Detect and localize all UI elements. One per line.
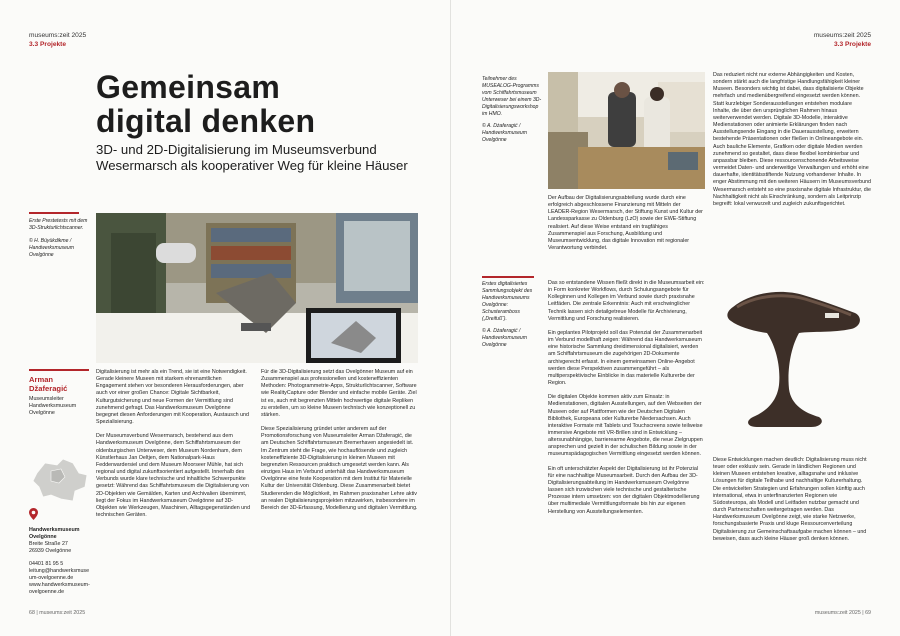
paragraph: Der Aufbau der Digitalisierungsabteilung wurde durch eine erfolgreich abgeschlossene Finanzierung mit Mitteln der LEADER-Region Wesermarsch, der Stiftung Kunst und Kultur der Landessparkasse zu Oldenburg (LzO) sowie der EWE-Stiftung realisiert. Auf diese Weise entstand ein tragfähiges Zusammenspiel aus Forschung, Ausbildung und Museumsentwicklung, das digitale Innovation mit regionaler Verantwortung verbindet. [548, 195, 703, 252]
contact-phone: 04401 81 95 5 [29, 560, 64, 567]
photo-schusteramboss [713, 277, 871, 445]
caption-rule [29, 212, 79, 214]
contact-city: 26939 Ovelgönne [29, 548, 72, 555]
article-subtitle: 3D- und 2D-Digitalisierung im Museumsverbund Wesermarsch als kooperativer Weg für kleine Häuser [96, 142, 408, 173]
section-label: 3.3 Projekte [29, 41, 67, 48]
region-map [29, 455, 91, 505]
caption-credit: © A. Dżaferagić / Handwerksmuseum Ovelgönne [482, 123, 528, 144]
article-title [96, 70, 436, 138]
paragraph: Digitalisierung ist mehr als ein Trend, sie ist eine Notwendigkeit. Gerade kleinere Museen mit starkem ehrenamtlichen Engagement stehen vor besonderen Herausforderungen, aber auch vor einer großen Chance: Digitale Sichtbarkeit, Kulturgutsicherung und neue Formen der Vermittlung sind zunehmend gefragt. Das Handwerksmuseum Ovelgönne begegnet diesen Anforderungen mit Kooperation, Austausch und Spezialisierung. [96, 369, 250, 426]
right-column-1a [548, 195, 705, 259]
photo-workshop [548, 72, 705, 189]
caption-rule [482, 276, 534, 278]
author-role: Museumsleiter Handwerksmuseum Ovelgönne [29, 396, 77, 417]
right-column-1b [548, 280, 705, 523]
contact-museum: Handwerksmuseum Ovelgönne [29, 527, 80, 541]
section-label: 3.3 Projekte [833, 41, 871, 48]
title-line-2: digital denken [96, 103, 316, 139]
author-first-name: Arman [29, 375, 54, 384]
location-pin-icon [29, 508, 38, 520]
left-column-1 [96, 369, 252, 526]
title-line-1: Gemeinsam [96, 69, 281, 105]
magazine-name: museums:zeit 2025 [29, 32, 87, 39]
author-block [29, 375, 91, 417]
caption-text: Teilnehmer des MUSEALOG-Programms vom Schiffahrtsmuseum Unterweser bei einem 3D-Digitalisierungsworkshop im HMO. [482, 76, 542, 117]
paragraph: Das so entstandene Wissen fließt direkt in die Museumsarbeit ein: in Form konkreter Workflows, durch Schulungsangebote für Kolleginnen und Kollegen im Verbund sowie durch praxisnahe Leitfäden. Die zentrale Erkenntnis: Auch mit erschwinglicher Technik lassen sich detailgetreue Modelle für Archivierung, Vermittlung und Forschung realisieren. [548, 280, 705, 322]
right-footer: museums:zeit 2025 | 69 [814, 610, 871, 616]
paragraph: Ein oft unterschätzter Aspekt der Digitalisierung ist ihr Potenzial für eine nachhaltige Museumsarbeit. Durch den Aufbau der 3D-Digitalisierungsabteilung im Handwerksmuseum Ovelgönne lassen sich inzwischen viele technische und gestalterische Prozesse intern umsetzen: von der digitalen Objektmodellierung über multimediale Vermittlungsformate bis hin zur eigenen Herstellung von Ausstellungselementen. [548, 465, 700, 515]
contact-web[interactable]: www.handwerksmuseum-ovelgoenne.de [29, 582, 90, 596]
paragraph: Ein geplantes Pilotprojekt soll das Potenzial der Zusammenarbeit im Verbund modellhaft zeigen: Während das Handwerksmuseum eine historische Sammlung dreidimensional digitalisiert, werden am Schiffahrtsmuseum die zugehörigen 2D-Dokumente archivgerecht erfasst. In einem gemeinsamen Online-Angebot werden diese Perspektiven zusammengeführt – als multiperspektivische Einblicke in das materielle Kulturerbe der Region. [548, 329, 703, 387]
caption-text: Erstes digitalisiertes Sammlungsobjekt des Handwerksmuseums Ovelgönne: Schusteramboss („Dreifuß“). [482, 281, 533, 322]
author-last-name: Džaferagić [29, 384, 68, 393]
paragraph: Die digitalen Objekte kommen aktiv zum Einsatz: in Medienstationen, digitalen Ausstellungen, auf den Webseiten der Museen oder auf Plattformen wie der Deutschen Digitalen Bibliothek, Europeana oder Kulturerbe Niedersachsen. Auch interaktive Formate mit Tablets und Touchscreens sowie teilweise immersive Angebote mit VR-Brillen sind in Entwicklung – altersunabhängige, barrierearme Angebote, die neue Zielgruppen ansprechen und gezielt in der schulischen Bildung sowie in der museumspädagogischen Vermittlung eingesetzt werden können. [548, 394, 703, 458]
paragraph: Der Museumsverbund Wesermarsch, bestehend aus dem Handwerksmuseum Ovelgönne, dem Schiffahrtsmuseum der oldenburgischen Unterweser, dem Museum Nordenham, dem Künstlerhaus Jan Oeltjen, dem Nationalpark-Haus Fedderwardersiel und dem Museum Moorseer Mühle, hat sich regional und digital zukunftsorientiert aufgestellt. Innerhalb des Verbunds wurde klare technische und inhaltliche Schwerpunkte gesetzt: Während das Schiffahrtsmuseum die Digitalisierung von 2D-Objekten wie Gemälden, Karten und Archivalien übernimmt, liegt der Fokus im Handwerksmuseum Ovelgönne auf 3D-Objekten wie Werkzeugen, Maschinen, Alltagsgegenständen und technischen Geräten. [96, 433, 251, 518]
caption-text: Erste Prestetests mit dem 3D-Strukturlichtscanner. [29, 218, 88, 231]
right-column-2b [713, 457, 871, 550]
left-column-2 [261, 369, 419, 519]
magazine-name: museums:zeit 2025 [813, 32, 871, 39]
caption-workshop [482, 76, 544, 144]
paragraph: Das reduziert nicht nur externe Abhängigkeiten und Kosten, sondern stärkt auch die langfristige Handlungsfähigkeit kleiner Museen. Besonders wichtig ist dabei, dass digitalisierte Objekte mehrfach und medienübergreifend eingesetzt werden können. Statt kurzlebiger Sonderausstellungen entstehen modulare Inhalte, die über den ursprünglichen Rahmen hinaus weiterverwendet werden. Digitale 3D-Modelle, interaktive Medienstationen oder animierte Erklärungen finden nach Ausstellungsende Eingang in die Dauerausstellung, erweitern bestehende Präsentationen oder fließen in Onlineangebote ein. Auch bauliche Elemente, Grafiken oder digitale Medien werden zunehmend so gestaltet, dass diese flexibel kombinierbar und anpassbar bleiben. Diese ressourcenschonende Arbeitsweise vermeidet Daten- und anderweitige Verwaltungen und erhöht eine dauerhafte, identitätsstiftende Nutzung vorhandener Inhalte. In enger Abstimmung mit den weiteren Häusern im Museumsverbund Wesermarsch entsteht so eine praxisnahe digitale Infrastruktur, die Nachhaltigkeit nicht als Einschränkung, sondern als Leitprinzip begreift: lokal verwurzelt und zugleich zukunftsgerichtet. [713, 72, 872, 207]
paragraph: Diese Spezialisierung gründet unter anderem auf der Promotionsforschung von Museumsleiter Arman Džaferagić, die am Deutschen Schiffahrtsmuseum Bremerhaven angesiedelt ist. Im Zentrum steht die Frage, wie hochauflösende und zugleich kosteneffiziente 3D-Digitalisierung in kleinen Museen mit begrenzten Ressourcen praktisch umgesetzt werden kann. Als einziges Haus im Verbund unterhält das Handwerksmuseum Ovelgönne eine feste Kooperation mit dem Institut für Materielle Kultur der Universität Oldenburg. Diese Zusammenarbeit bietet Studierenden die Möglichkeit, im Rahmen praxisnaher Lehre aktiv an realen Digitalisierungsprojekten mitzuwirken, insbesondere im Bereich der 3D-Erfassung, Modellierung und digitalen Vermittlung. [261, 426, 418, 511]
caption-credit: © H. Büyükdikme / Handwerksmuseum Ovelgönne [29, 237, 75, 258]
contact-street: Breite Straße 27 [29, 541, 68, 548]
right-column-2a [713, 72, 871, 215]
contact-block [29, 507, 91, 596]
left-header [29, 31, 86, 49]
contact-email[interactable]: leitung@handwerksmuseum-ovelgoenne.de [29, 567, 90, 581]
paragraph: Für die 3D-Digitalisierung setzt das Ovelgönner Museum auf ein Zusammenspiel aus professionellen und kosteneffizienten Methoden: Photogrammetrie-Apps, Strukturlichtscanner, Software wie RealityCapture oder Blender und einfache mobile Geräte. Ziel ist es, auch mit begrenzten Mitteln hochwertige digitale Repliken zu erstellen, um so kleine Museen technisch wie konzeptionell zu stärken. [261, 369, 417, 418]
right-page [450, 0, 900, 636]
paragraph: Diese Entwicklungen machen deutlich: Digitalisierung muss nicht teuer oder exklusiv sein. Gerade in ländlichen Regionen und kleinen Museen entstehen kreative, alltagsnahe und inklusive Lösungen für digitale Teilhabe und nachhaltige Kulturerhaltung. Die entwickelten Strategien und Erfahrungen sollen künftig auch international, etwa in unterfinanzierten Regionen wie Südosteuropa, als Modell und Leitfaden nutzbar gemacht und durch Partnerschaften weitergetragen werden. Das Handwerksmuseum Ovelgönne zeigt, wie starke Netzwerke, forschungsbasierte Praxis und kluge Ressourcenverteilung Digitalisierung zur Gemeinschaftsaufgabe machen können – und beweisen, dass auch kleine Häuser groß denken können. [713, 457, 867, 542]
photo-3d-scanning [96, 213, 418, 363]
caption-scan [29, 218, 89, 259]
right-header [814, 31, 871, 49]
caption-amboss [482, 281, 544, 349]
author-rule [29, 369, 89, 371]
caption-credit: © A. Dżaferagić / Handwerksmuseum Ovelgönne [482, 328, 528, 349]
left-footer: 68 | museums:zeit 2025 [29, 610, 86, 616]
